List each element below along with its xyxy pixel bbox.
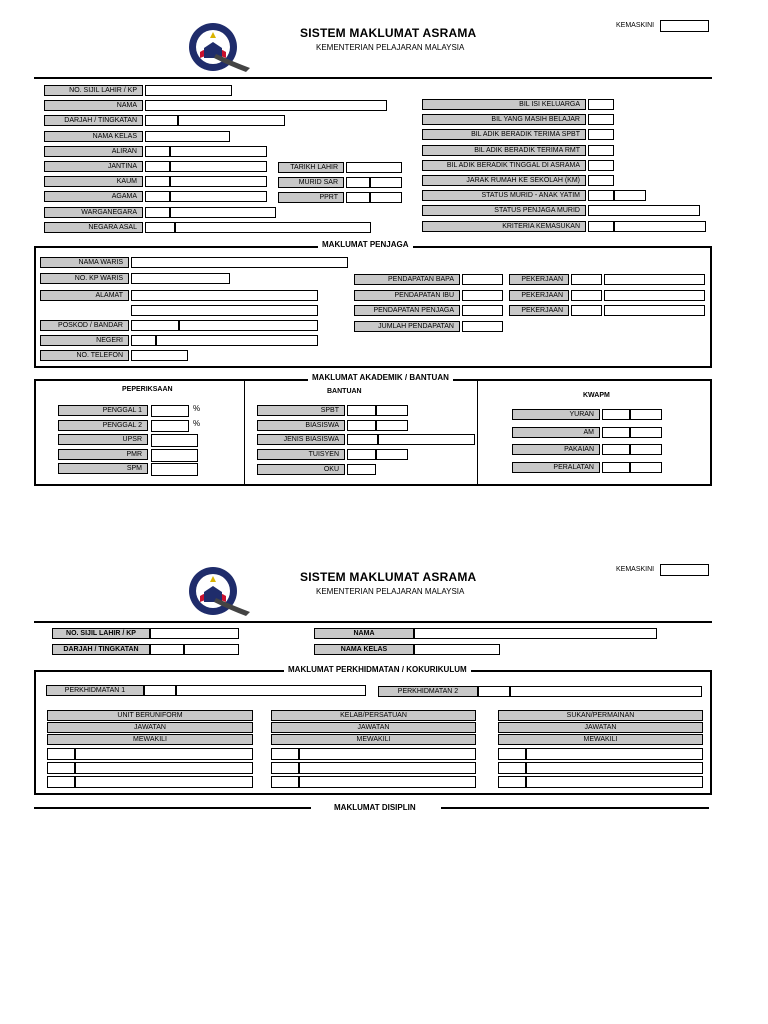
bantuan-input-b[interactable] [376, 420, 408, 431]
group-mewakili: MEWAKILI [498, 734, 703, 745]
percent-sign: % [193, 404, 201, 413]
group-jawatan: JAWATAN [271, 722, 476, 733]
page-title-2: SISTEM MAKLUMAT ASRAMA [300, 570, 477, 584]
right-field-input[interactable] [588, 160, 614, 171]
darjah-label: DARJAH / TINGKATAN [52, 644, 150, 655]
right-field-label: KRITERIA KEMASUKAN [422, 221, 586, 232]
pekerjaan-input[interactable] [604, 274, 705, 285]
left-field-label: AGAMA [44, 191, 143, 202]
kwapm-label: YURAN [512, 409, 600, 420]
left-field-label: NAMA [44, 100, 143, 111]
right-field-input[interactable] [588, 175, 614, 186]
left-field-label: NEGARA ASAL [44, 222, 143, 233]
left-field-input-0[interactable] [145, 85, 232, 96]
income-input[interactable] [462, 305, 503, 316]
pekerjaan-input[interactable] [604, 290, 705, 301]
mid-field-label: TARIKH LAHIR [278, 162, 344, 173]
bantuan-label: SPBT [257, 405, 345, 416]
page-subtitle: KEMENTERIAN PELAJARAN MALAYSIA [316, 43, 465, 52]
penjaga-input-1[interactable] [156, 335, 318, 346]
peperiksaan-label: PENGGAL 2 [58, 420, 148, 431]
left-field-input-0[interactable] [145, 161, 170, 172]
mid-field-input-b[interactable] [370, 177, 402, 188]
penjaga-input-0[interactable] [131, 290, 318, 301]
pekerjaan-code[interactable] [571, 305, 602, 316]
left-field-input-0[interactable] [145, 115, 178, 126]
group-row-input[interactable] [75, 748, 253, 760]
right-field-input[interactable] [588, 129, 614, 140]
group-mewakili: MEWAKILI [47, 734, 253, 745]
left-field-label: JANTINA [44, 161, 143, 172]
bantuan-input-b[interactable] [378, 434, 475, 445]
akademik-divider-2 [477, 380, 478, 485]
right-field-label: BIL ADIK BERADIK TERIMA RMT [422, 145, 586, 156]
income-label: PENDAPATAN PENJAGA [354, 305, 460, 316]
right-field-label: BIL ISI KELUARGA [422, 99, 586, 110]
left-field-input-1[interactable] [175, 222, 371, 233]
bantuan-title: BANTUAN [327, 388, 362, 395]
right-field-input-a[interactable] [588, 221, 614, 232]
penjaga-input-0[interactable] [131, 350, 188, 361]
left-field-input-0[interactable] [145, 131, 230, 142]
perkhidmatan-1-input[interactable] [176, 685, 366, 696]
income-label: JUMLAH PENDAPATAN [354, 321, 460, 332]
group-row-input[interactable] [526, 776, 703, 788]
left-field-label: WARGANEGARA [44, 207, 143, 218]
pekerjaan-label: PEKERJAAN [509, 305, 569, 316]
mid-field-label: PPRT [278, 192, 344, 203]
nama-kelas-label: NAMA KELAS [314, 644, 414, 655]
penjaga-label: ALAMAT [40, 290, 129, 301]
right-field-input-b[interactable] [614, 190, 646, 201]
perkhidmatan-2-code[interactable] [478, 686, 510, 697]
right-field-input-a[interactable] [588, 190, 614, 201]
penjaga-input-0[interactable] [131, 320, 179, 331]
bantuan-input-b[interactable] [376, 405, 408, 416]
perkhidmatan-1-label: PERKHIDMATAN 1 [46, 685, 144, 696]
left-field-input-1[interactable] [170, 207, 276, 218]
group-title: UNIT BERUNIFORM [47, 710, 253, 721]
pekerjaan-label: PEKERJAAN [509, 290, 569, 301]
group-row-code[interactable] [47, 762, 75, 774]
income-input[interactable] [462, 274, 503, 285]
penjaga-label: NO. TELEFON [40, 350, 129, 361]
perkhidmatan-section-title: MAKLUMAT PERKHIDMATAN / KOKURIKULUM [284, 665, 471, 674]
kwapm-input-a[interactable] [602, 409, 630, 420]
bantuan-label: JENIS BIASISWA [257, 434, 345, 445]
kwapm-input-b[interactable] [630, 409, 662, 420]
pekerjaan-code[interactable] [571, 290, 602, 301]
left-field-input-0[interactable] [145, 146, 170, 157]
right-field-input[interactable] [588, 145, 614, 156]
akademik-divider-1 [244, 380, 245, 485]
right-field-label: JARAK RUMAH KE SEKOLAH (KM) [422, 175, 586, 186]
percent-sign: % [193, 418, 201, 428]
page-subtitle-2: KEMENTERIAN PELAJARAN MALAYSIA [316, 587, 465, 596]
peperiksaan-title: PEPERIKSAAN [122, 386, 173, 393]
group-row-input[interactable] [299, 762, 476, 774]
disiplin-section-title: MAKLUMAT DISIPLIN [330, 803, 420, 812]
group-row-input[interactable] [299, 748, 476, 760]
left-field-label: NO. SIJIL LAHIR / KP [44, 85, 143, 96]
left-field-input-1[interactable] [170, 161, 267, 172]
group-row-code[interactable] [271, 776, 299, 788]
group-row-code[interactable] [47, 776, 75, 788]
kwapm-input-a[interactable] [602, 462, 630, 473]
left-field-input-0[interactable] [145, 191, 170, 202]
kemaskini-label-2: KEMASKINI [616, 566, 655, 573]
nama-input[interactable] [414, 628, 657, 639]
perkhidmatan-2-label: PERKHIDMATAN 2 [378, 686, 478, 697]
left-field-label: KAUM [44, 176, 143, 187]
kwapm-input-b[interactable] [630, 427, 662, 438]
group-row-input[interactable] [526, 762, 703, 774]
pekerjaan-label: PEKERJAAN [509, 274, 569, 285]
group-title: SUKAN/PERMAINAN [498, 710, 703, 721]
kwapm-input-b[interactable] [630, 462, 662, 473]
left-field-input-1[interactable] [170, 191, 267, 202]
peperiksaan-label: PENGGAL 1 [58, 405, 148, 416]
left-field-input-0[interactable] [145, 207, 170, 218]
penjaga-input-0[interactable] [131, 257, 348, 268]
pekerjaan-code[interactable] [571, 274, 602, 285]
peperiksaan-input[interactable] [151, 434, 198, 447]
right-field-label: BIL YANG MASIH BELAJAR [422, 114, 586, 125]
group-jawatan: JAWATAN [47, 722, 253, 733]
darjah-input-b[interactable] [184, 644, 239, 655]
left-field-input-0[interactable] [145, 176, 170, 187]
disiplin-rule-right [441, 807, 709, 809]
group-row-code[interactable] [498, 762, 526, 774]
income-input[interactable] [462, 290, 503, 301]
header-divider-2 [34, 621, 712, 623]
left-field-input-0[interactable] [145, 100, 387, 111]
right-field-input-b[interactable] [614, 221, 706, 232]
sijil-input[interactable] [150, 628, 239, 639]
peperiksaan-label: SPM [58, 463, 148, 474]
mid-field-input-a[interactable] [346, 177, 370, 188]
akademik-section-title: MAKLUMAT AKADEMIK / BANTUAN [308, 373, 453, 382]
peperiksaan-label: PMR [58, 449, 148, 460]
header-divider [34, 77, 712, 79]
perkhidmatan-1-code[interactable] [144, 685, 176, 696]
peperiksaan-input[interactable] [151, 420, 189, 432]
kwapm-title: KWAPM [583, 392, 610, 399]
bantuan-label: OKU [257, 464, 345, 475]
left-field-input-1[interactable] [170, 176, 267, 187]
peperiksaan-input[interactable] [151, 449, 198, 462]
group-row-code[interactable] [498, 748, 526, 760]
bantuan-input[interactable] [347, 464, 376, 475]
penjaga-label: NEGERI [40, 335, 129, 346]
bantuan-label: TUISYEN [257, 449, 345, 460]
page-title: SISTEM MAKLUMAT ASRAMA [300, 26, 477, 40]
darjah-input-a[interactable] [150, 644, 184, 655]
group-row-input[interactable] [75, 762, 253, 774]
group-row-input[interactable] [75, 776, 253, 788]
penjaga-input-1[interactable] [179, 320, 318, 331]
kwapm-input-b[interactable] [630, 444, 662, 455]
kemaskini-input-2[interactable] [660, 564, 709, 576]
right-field-input[interactable] [588, 99, 614, 110]
group-row-code[interactable] [271, 762, 299, 774]
kemaskini-label: KEMASKINI [616, 22, 655, 29]
penjaga-input-0[interactable] [131, 273, 230, 284]
pekerjaan-input[interactable] [604, 305, 705, 316]
bantuan-input-a[interactable] [347, 420, 376, 431]
income-label: PENDAPATAN IBU [354, 290, 460, 301]
group-mewakili: MEWAKILI [271, 734, 476, 745]
bantuan-input-b[interactable] [376, 449, 408, 460]
bantuan-input-a[interactable] [347, 434, 378, 445]
penjaga-label: NO. KP WARIS [40, 273, 129, 284]
right-field-label: STATUS MURID - ANAK YATIM [422, 190, 586, 201]
group-jawatan: JAWATAN [498, 722, 703, 733]
ministry-crest-icon [186, 20, 252, 76]
group-row-input[interactable] [299, 776, 476, 788]
disiplin-rule-left [34, 807, 311, 809]
sijil-label: NO. SIJIL LAHIR / KP [52, 628, 150, 639]
kwapm-label: PAKAIAN [512, 444, 600, 455]
left-field-input-1[interactable] [178, 115, 285, 126]
left-field-label: ALIRAN [44, 146, 143, 157]
penjaga-section-title: MAKLUMAT PENJAGA [318, 240, 413, 249]
perkhidmatan-2-input[interactable] [510, 686, 702, 697]
right-field-label: BIL ADIK BERADIK TINGGAL DI ASRAMA [422, 160, 586, 171]
kwapm-label: AM [512, 427, 600, 438]
peperiksaan-input[interactable] [151, 463, 198, 476]
left-field-input-1[interactable] [170, 146, 267, 157]
kwapm-input-a[interactable] [602, 444, 630, 455]
kwapm-input-a[interactable] [602, 427, 630, 438]
left-field-input-0[interactable] [145, 222, 175, 233]
group-row-code[interactable] [271, 748, 299, 760]
group-row-code[interactable] [47, 748, 75, 760]
left-field-label: DARJAH / TINGKATAN [44, 115, 143, 126]
nama-label: NAMA [314, 628, 414, 639]
group-row-input[interactable] [526, 748, 703, 760]
mid-field-input-b[interactable] [370, 192, 402, 203]
right-field-label: BIL ADIK BERADIK TERIMA SPBT [422, 129, 586, 140]
income-input[interactable] [462, 321, 503, 332]
kemaskini-input[interactable] [660, 20, 709, 32]
nama-kelas-input[interactable] [414, 644, 500, 655]
ministry-crest-icon [186, 564, 252, 620]
bantuan-input-a[interactable] [347, 405, 376, 416]
right-field-input[interactable] [588, 205, 700, 216]
bantuan-label: BIASISWA [257, 420, 345, 431]
peperiksaan-input[interactable] [151, 405, 189, 417]
mid-field-input-a[interactable] [346, 192, 370, 203]
group-row-code[interactable] [498, 776, 526, 788]
mid-field-input[interactable] [346, 162, 402, 173]
group-title: KELAB/PERSATUAN [271, 710, 476, 721]
income-label: PENDAPATAN BAPA [354, 274, 460, 285]
penjaga-label: NAMA WARIS [40, 257, 129, 268]
penjaga-label: POSKOD / BANDAR [40, 320, 129, 331]
left-field-label: NAMA KELAS [44, 131, 143, 142]
kwapm-label: PERALATAN [512, 462, 600, 473]
mid-field-label: MURID SAR [278, 177, 344, 188]
bantuan-input-a[interactable] [347, 449, 376, 460]
alamat-line-2[interactable] [131, 305, 318, 316]
penjaga-input-0[interactable] [131, 335, 156, 346]
right-field-label: STATUS PENJAGA MURID [422, 205, 586, 216]
right-field-input[interactable] [588, 114, 614, 125]
peperiksaan-label: UPSR [58, 434, 148, 445]
